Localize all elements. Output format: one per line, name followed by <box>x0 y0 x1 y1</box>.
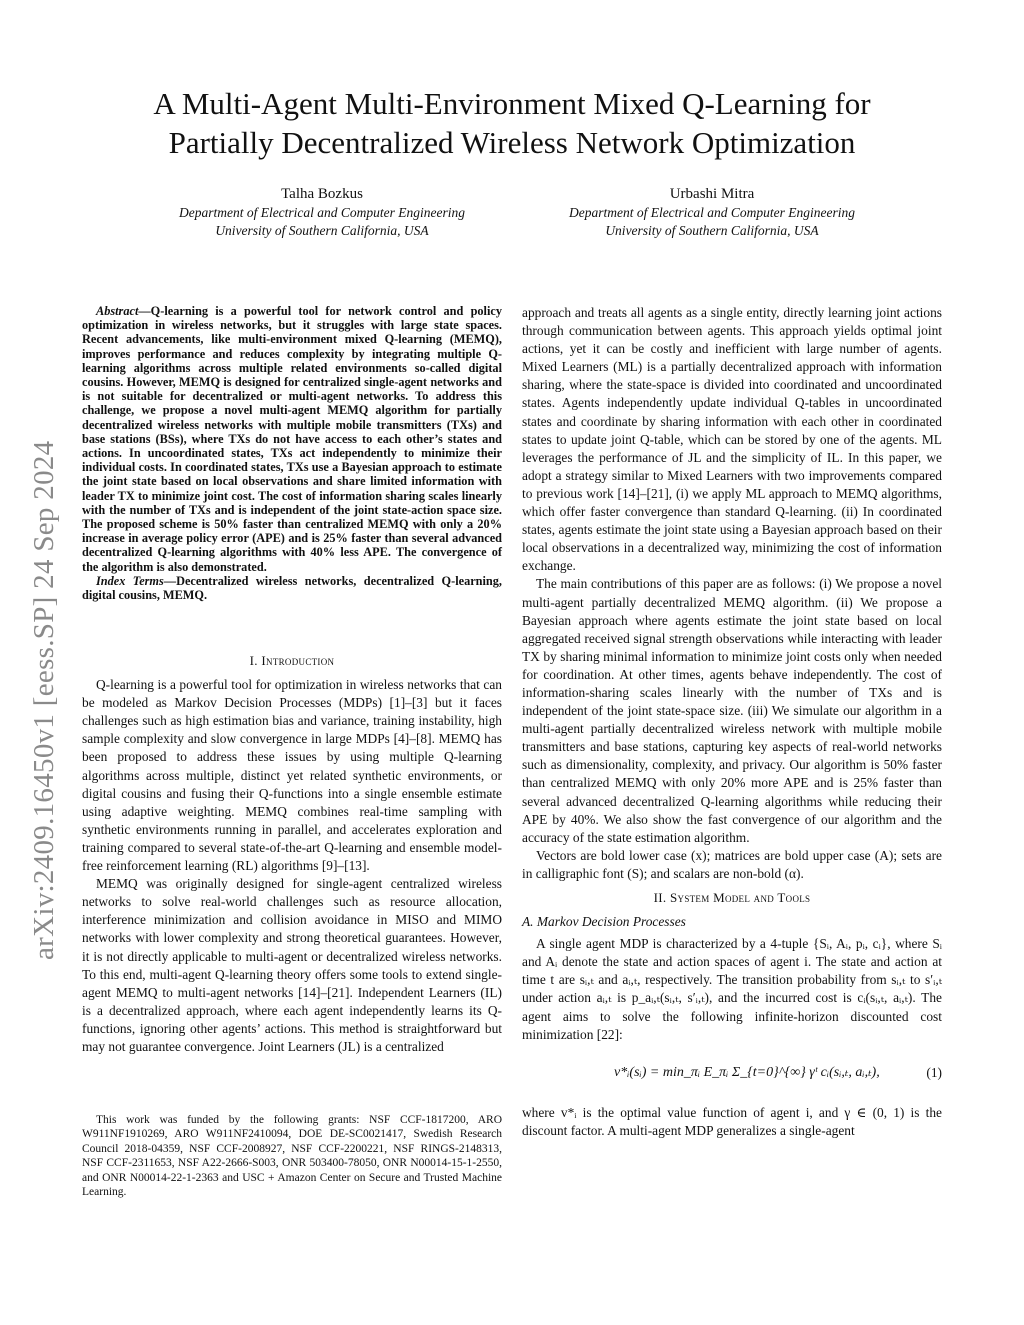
contributions-paragraph: The main contributions of this paper are as follows: (i) We propose a novel multi-agent partially decentralized MEMQ algorithm. (ii) We propose a Bayesian approach where agents estimate the joint state based on local aggregated received signal strength observations while interacting with leader TX by sharing minimal information to minimize joint costs only when needed for coordination. At other times, agents behave independently. The cost of information-sharing scales linearly with the number of TXs and is independent of the joint state-space size. (iii) We simulate our algorithm in a multi-agent partially decentralized wireless network with multiple mobile transmitters and base stations, capturing key aspects of real-world networks such as dimensionality, complexity, and privacy. Our algorithm is 50% faster than centralized MEMQ with only 20% more APE and is 25% faster than several advanced decentralized Q-learning algorithms while reducing their APE by 40%. We also show the fast convergence of our algorithm and the accuracy of the state estimation algorithm. <box>522 576 942 845</box>
author-block-2 <box>522 184 902 240</box>
index-terms-label: Index Terms <box>96 573 164 588</box>
intro-paragraph-2: MEMQ was originally designed for single-agent centralized wireless networks to solve real-world challenges such as resource allocation, interference minimization and collision avoidance in MISO and MIMO networks with lower complexity and strong theoretical guarantees. However, it is not directly applicable to multi-agent or decentralized wireless networks. To this end, multi-agent Q-learning theory offers some tools to extend single-agent MEMQ to multi-agent networks [14]–[21]. Independent Learners (IL) is a decentralized approach, where each agent independently learns its Q-functions, ignoring other agents’ actions. This method is straightforward but may not guarantee convergence. Joint Learners (JL) is a centralized <box>82 876 502 1054</box>
notation-paragraph: Vectors are bold lower case (x); matrices are bold upper case (A); sets are in calligraphic font (S); and scalars are non-bold (α). <box>522 847 942 881</box>
index-terms <box>82 574 502 602</box>
author-department: Department of Electrical and Computer Engineering <box>568 205 856 220</box>
intro-paragraph-1: Q-learning is a powerful tool for optimization in wireless networks that can be modeled as Markov Decision Processes (MDPs) [1]–[3] but it faces challenges such as high estimation bias and variance, training instability, high sample complexity and slow convergence in large MDPs [4]–[8]. MEMQ has been proposed to address these issues by using multiple Q-learning algorithms across multiple, distinct yet related synthetic environments, or digital cousins and fusing their Q-functions into a single ensemble estimate using adaptive weighting. MEMQ combines real-time sampling with synthetic environments running in parallel, and accelerates exploration and training compared to several state-of-the-art Q-learning and ensemble model-free reinforcement learning (RL) algorithms [9]–[13]. <box>82 677 502 874</box>
equation-1 <box>522 1050 942 1100</box>
arxiv-identifier: arXiv:2409.16450v1 [eess.SP] 24 Sep 2024 <box>28 440 60 960</box>
footnote-text: This work was funded by the following grants: NSF CCF-1817200, ARO W911NF1910269, ARO W911NF2410094, DOE DE-SC0021417, Swedish Research Council 2018-04359, NSF CCF-2008927, NSF CCF-2200221, NSF RINGS-2148313, NSF CCF-2311653, NSF A22-2666-S003, ONR 503400-78050, ONR N00014-15-1-2550, and ONR N00014-22-1-2363 and USC + Amazon Center on Secure and Trusted Machine Learning. <box>82 1114 502 1199</box>
author-block-1 <box>132 184 512 240</box>
section-heading: I. Introduction <box>249 653 335 668</box>
author-department: Department of Electrical and Computer Engineering <box>178 205 466 220</box>
title-line-1: A Multi-Agent Multi-Environment Mixed Q-Learning for <box>153 86 871 121</box>
introduction-section <box>82 652 502 1056</box>
abstract <box>82 304 502 602</box>
index-terms-text: —Decentralized wireless networks, decentralized Q-learning, digital cousins, MEMQ. <box>82 573 502 603</box>
mdp-paragraph: A single agent MDP is characterized by a 4-tuple {Sᵢ, Aᵢ, pᵢ, cᵢ}, where Sᵢ and Aᵢ denote the state and action spaces of agent i. The state and action at time t are sᵢ,ₜ and aᵢ,ₜ, respectively. The transition probability from sᵢ,ₜ to s′ᵢ,ₜ under action aᵢ,ₜ is p_aᵢ,ₜ(sᵢ,ₜ, s′ᵢ,ₜ), and the incurred cost is cᵢ(sᵢ,ₜ, aᵢ,ₜ). The agent aims to solve the following infinite-horizon discounted cost minimization [22]: <box>522 936 942 1042</box>
abstract-text: —Q-learning is a powerful tool for network control and policy optimization in wireless networks, but it struggles with large state spaces. Recent advancements, like multi-environment mixed Q-learning (MEMQ), improves performance and reduces complexity by integrating multiple Q-learning algorithms across multiple related environments so-called digital cousins. However, MEMQ is designed for centralized single-agent networks and is not suitable for decentralized or multi-agent networks. To address this challenge, we propose a novel multi-agent MEMQ algorithm for partially decentralized wireless networks with multiple mobile transmitters (TXs) and base stations (BSs), where TXs do not have access to each other’s states and actions. In uncoordinated states, TXs act independently to minimize their individual costs. In coordinated states, TXs use a Bayesian approach to estimate the joint state based on local observations and share limited information with leader TX to minimize joint cost. The cost of information sharing scales linearly with the number of TXs and is independent of the joint state-action space size. The proposed scheme is 50% faster than centralized MEMQ with only a 20% increase in average policy error (APE) and is 25% faster than several advanced decentralized Q-learning algorithms with 40% less APE. The convergence of the algorithm is also demonstrated. <box>82 304 502 574</box>
after-equation-paragraph: where v*ᵢ is the optimal value function of agent i, and γ ∈ (0, 1) is the discount factor. A multi-agent MDP generalizes a single-agent <box>522 1104 942 1138</box>
funding-footnote <box>82 1113 502 1199</box>
title-line-2: Partially Decentralized Wireless Network Optimization <box>168 125 856 160</box>
author-name: Urbashi Mitra <box>669 186 755 202</box>
right-paragraph-1: approach and treats all agents as a single entity, directly learning joint actions through communication between agents. This approach yields optimal joint actions, yet it can be costly and inefficient with large number of agents. Mixed Learners (ML) is a partially decentralized approach with information sharing, where the state-space is divided into coordinated and uncoordinated states. Agents independently update individual Q-tables in uncoordinated states and coordinate by sharing information with each other in coordinated states to update joint Q-table, which can be stored by one of the agents. ML leverages the performance of JL and the simplicity of IL. In this paper, we adopt a strategy similar to Mixed Learners with two improvements compared to previous work [14]–[21], (i) we apply ML approach to MEMQ algorithms, which offer faster convergence than standard Q-learning. (ii) In coordinated states, agents estimate the joint state using a Bayesian approach based on their local observations in a decentralized way, minimizing the cost of information exchange. <box>522 305 942 574</box>
equation-number: (1) <box>926 1064 942 1080</box>
right-column <box>522 304 942 1140</box>
section-heading-2: II. System Model and Tools <box>653 890 811 905</box>
abstract-paragraph <box>82 304 502 574</box>
paper-title <box>60 84 964 162</box>
author-name: Talha Bozkus <box>281 186 363 202</box>
equation-body: v*ᵢ(sᵢ) = min_πᵢ E_πᵢ Σ_{t=0}^{∞} γᵗ cᵢ(sᵢ,ₜ, aᵢ,ₜ), <box>614 1064 880 1080</box>
abstract-label: Abstract <box>96 304 139 318</box>
subsection-heading: A. Markov Decision Processes <box>522 914 686 930</box>
author-university: University of Southern California, USA <box>605 223 819 238</box>
author-university: University of Southern California, USA <box>215 223 429 238</box>
